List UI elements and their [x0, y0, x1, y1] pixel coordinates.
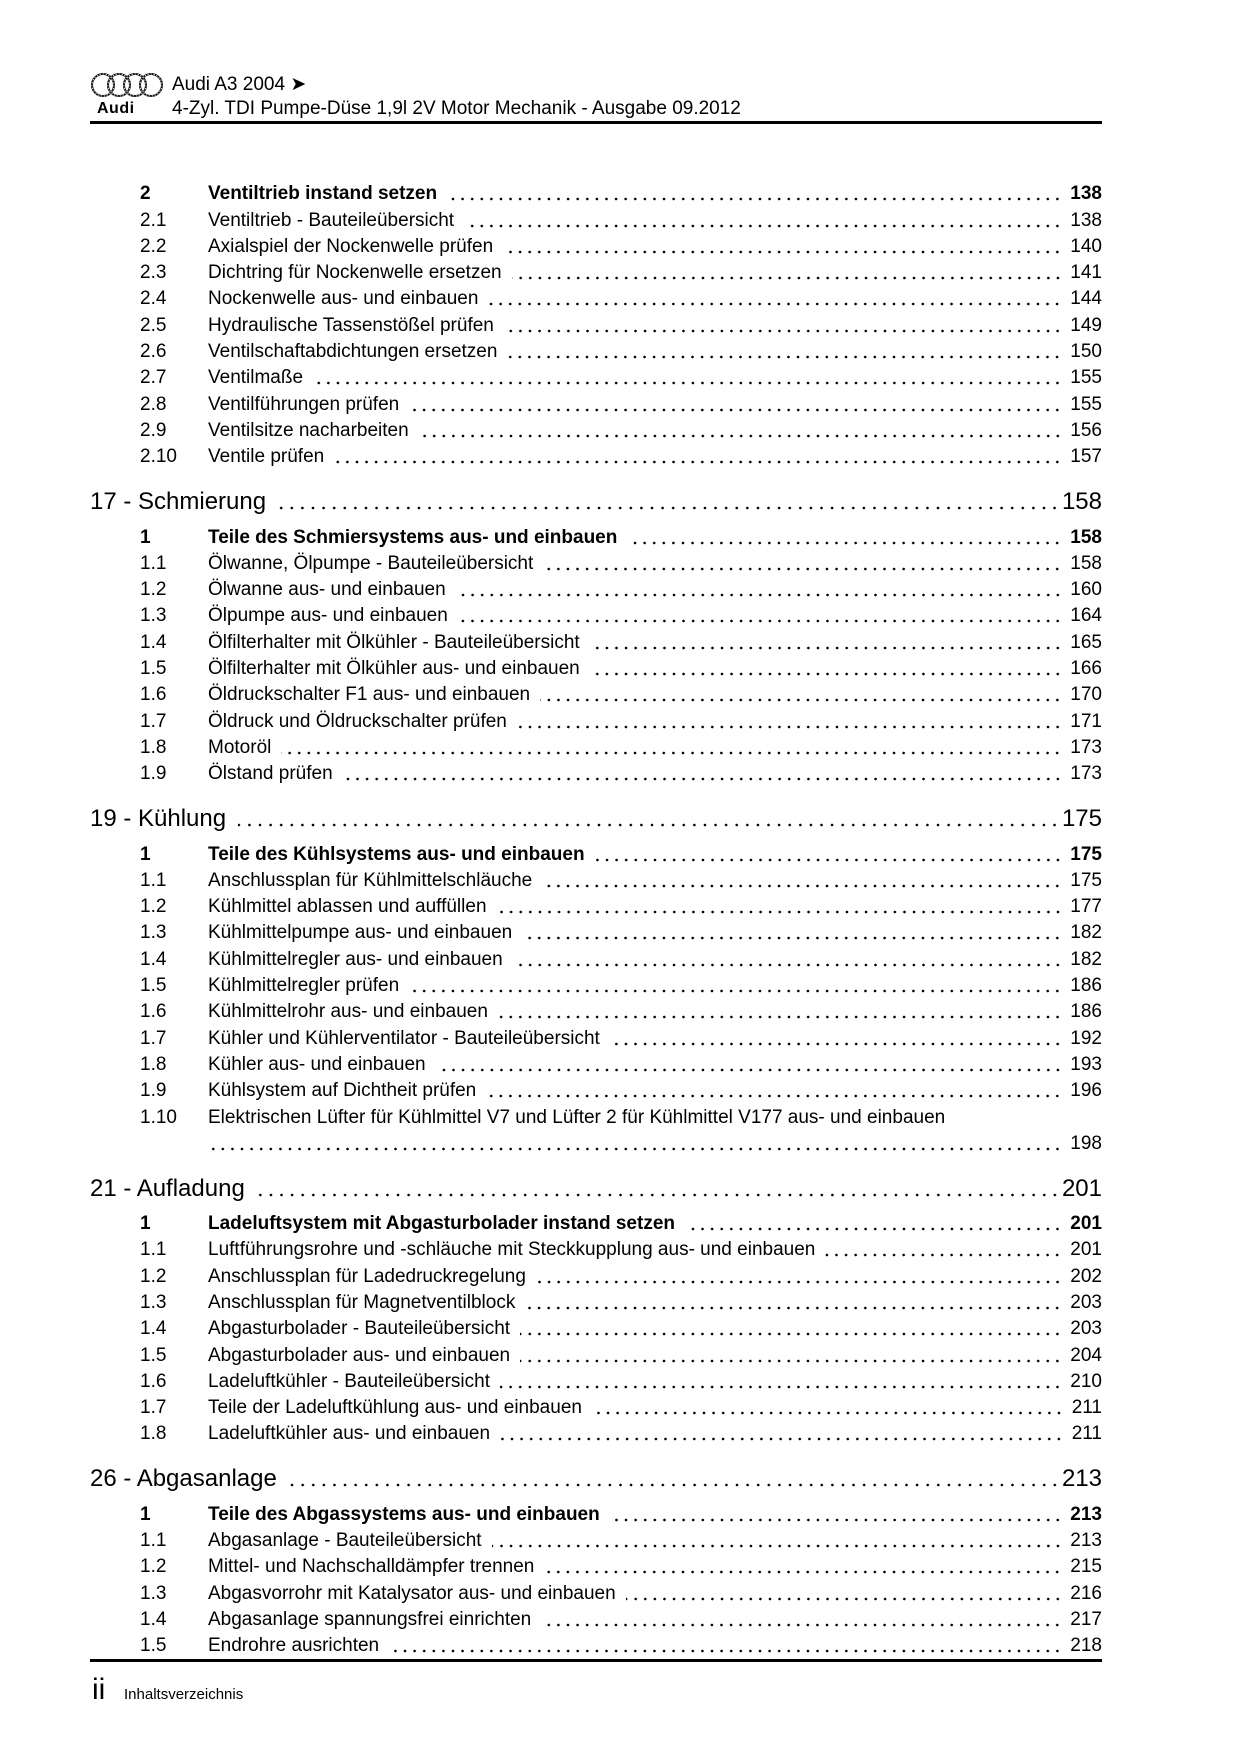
entry-page-number: 186 [1070, 1001, 1102, 1023]
entry-title: Anschlussplan für Kühlmittelschläuche [208, 869, 533, 891]
entry-page-number: 210 [1070, 1370, 1102, 1392]
entry-page-number: 155 [1070, 393, 1102, 415]
entry-page-number: 217 [1070, 1608, 1102, 1630]
entry-page-number: 157 [1070, 446, 1102, 468]
entry-title: Kühlmittelregler aus- und einbauen [208, 948, 503, 970]
toc-entry[interactable] [90, 1025, 1102, 1051]
entry-page-number: 201 [1070, 1213, 1102, 1235]
entry-page-number: 177 [1070, 896, 1102, 918]
dot-leader [464, 208, 1062, 234]
dot-leader [522, 920, 1062, 946]
toc-entry[interactable] [90, 920, 1102, 946]
entry-title: Ölpumpe aus- und einbauen [208, 605, 448, 627]
entry-number: 1.5 [140, 658, 167, 680]
toc-entry[interactable] [90, 999, 1102, 1025]
entry-page-number: 165 [1070, 631, 1102, 653]
toc-entry[interactable] [90, 1263, 1102, 1289]
entry-page-number: 213 [1070, 1530, 1102, 1552]
entry-number: 1.3 [140, 605, 167, 627]
entry-title: Axialspiel der Nockenwelle prüfen [208, 235, 494, 257]
dot-leader [257, 1174, 1060, 1204]
entry-title: Abgasanlage - Bauteileübersicht [208, 1530, 482, 1552]
entry-page-number: 182 [1070, 922, 1102, 944]
dot-leader [504, 313, 1062, 339]
entry-page-number: 149 [1070, 314, 1102, 336]
entry-title: Ventilschaftabdichtungen ersetzen [208, 341, 498, 363]
entry-title: Ölwanne, Ölpumpe - Bauteileübersicht [208, 552, 534, 574]
table-of-contents [90, 181, 1102, 1659]
footer-rule [90, 1659, 1102, 1662]
entry-page-number: 186 [1070, 975, 1102, 997]
dot-leader [278, 487, 1060, 517]
entry-number: 2.5 [140, 314, 167, 336]
entry-number: 1.6 [140, 1370, 167, 1392]
entry-number: 1 [140, 1213, 151, 1235]
audi-wordmark: Audi [97, 100, 135, 117]
entry-number: 2.6 [140, 341, 167, 363]
entry-title: Anschlussplan für Ladedruckregelung [208, 1265, 526, 1287]
toc-entry[interactable] [90, 1369, 1102, 1395]
document-subtitle: 4-Zyl. TDI Pumpe-Düse 1,9l 2V Motor Mechanik - Ausgabe 09.2012 [172, 98, 741, 119]
entry-page-number: 158 [1070, 552, 1102, 574]
dot-leader [497, 894, 1063, 920]
toc-entry[interactable] [90, 973, 1102, 999]
dot-leader [503, 234, 1062, 260]
toc-entry[interactable] [90, 444, 1102, 470]
entry-page-number: 156 [1070, 419, 1102, 441]
toc-entry[interactable] [90, 1607, 1102, 1633]
chapter-title: 17 - Schmierung [90, 488, 267, 516]
entry-title: Kühlmittelregler prüfen [208, 975, 400, 997]
entry-number: 1.8 [140, 1053, 167, 1075]
toc-entry[interactable] [90, 629, 1102, 655]
entry-page-number: 160 [1070, 579, 1102, 601]
entry-page-number: 211 [1071, 1397, 1102, 1419]
entry-page-number: 173 [1070, 736, 1102, 758]
entry-title: Dichtring für Nockenwelle ersetzen [208, 262, 502, 284]
entry-page-number: 171 [1070, 710, 1102, 732]
entry-page-number: 141 [1070, 262, 1102, 284]
dot-leader [313, 365, 1062, 391]
dot-leader [486, 1078, 1062, 1104]
toc-entry[interactable] [90, 656, 1102, 682]
entry-title: Teile des Abgassystems aus- und einbauen [208, 1503, 600, 1525]
toc-entry[interactable] [90, 234, 1102, 260]
entry-number: 1.6 [140, 684, 167, 706]
toc-entry[interactable] [90, 894, 1102, 920]
toc-entry[interactable] [90, 339, 1102, 365]
toc-entry[interactable] [90, 735, 1102, 761]
toc-chapter-heading[interactable] [90, 804, 1102, 834]
entry-number: 1.5 [140, 1344, 167, 1366]
entry-number: 1.2 [140, 896, 167, 918]
dot-leader [536, 1264, 1062, 1290]
entry-number: 1.6 [140, 1001, 167, 1023]
entry-number: 1.1 [140, 552, 167, 574]
entry-title: Öldruck und Öldruckschalter prüfen [208, 710, 507, 732]
entry-number: 2.3 [140, 262, 167, 284]
entry-page-number: 158 [1070, 526, 1102, 548]
entry-number: 1.9 [140, 763, 167, 785]
toc-entry[interactable] [90, 551, 1102, 577]
entry-number: 1.3 [140, 922, 167, 944]
entry-number: 1.5 [140, 975, 167, 997]
entry-number: 1.5 [140, 1635, 167, 1657]
entry-title: Ölstand prüfen [208, 763, 333, 785]
entry-page-number: 201 [1070, 1239, 1102, 1261]
toc-entry[interactable] [90, 524, 1102, 550]
entry-title: Elektrischen Lüfter für Kühlmittel V7 und Lüfter 2 für Kühlmittel V177 aus- und einbauen [208, 1106, 946, 1128]
toc-entry[interactable] [90, 207, 1102, 233]
entry-title: Hydraulische Tassenstößel prüfen [208, 314, 494, 336]
entry-title: Ventile prüfen [208, 446, 325, 468]
dot-leader [419, 418, 1063, 444]
entry-title: Abgasturbolader - Bauteileübersicht [208, 1318, 511, 1340]
dot-leader [685, 1211, 1062, 1237]
entry-title: Mittel- und Nachschalldämpfer trennen [208, 1556, 535, 1578]
entry-title: Ladeluftkühler aus- und einbauen [208, 1423, 491, 1445]
dot-leader [238, 804, 1060, 834]
dot-leader [610, 1502, 1063, 1528]
dot-leader [542, 868, 1062, 894]
toc-entry[interactable] [90, 1528, 1102, 1554]
toc-entry[interactable] [90, 1104, 1102, 1130]
dot-leader [520, 1316, 1062, 1342]
toc-chapter-heading[interactable] [90, 1174, 1102, 1204]
dot-leader [488, 286, 1062, 312]
entry-title: Kühlmittelrohr aus- und einbauen [208, 1001, 488, 1023]
entry-title: Teile der Ladeluftkühlung aus- und einbauen [208, 1397, 582, 1419]
entry-page-number: 204 [1070, 1344, 1102, 1366]
entry-page-number: 192 [1070, 1027, 1102, 1049]
dot-leader [281, 735, 1062, 761]
entry-title: Ventilsitze nacharbeiten [208, 419, 409, 441]
entry-title: Ladeluftsystem mit Abgasturbolader instand setzen [208, 1213, 675, 1235]
entry-title: Kühlmittelpumpe aus- und einbauen [208, 922, 513, 944]
entry-page-number: 213 [1070, 1503, 1102, 1525]
entry-number: 1.10 [140, 1106, 177, 1128]
toc-chapter-heading[interactable] [90, 1464, 1102, 1494]
dot-leader [592, 1395, 1064, 1421]
entry-title: Ventiltrieb - Bauteileübersicht [208, 209, 455, 231]
entry-title: Endrohre ausrichten [208, 1635, 380, 1657]
chapter-page-number: 175 [1061, 805, 1102, 833]
entry-page-number: 198 [1070, 1132, 1102, 1154]
entry-title: Kühlsystem auf Dichtheit prüfen [208, 1080, 477, 1102]
entry-number: 1.8 [140, 736, 167, 758]
entry-page-number: 203 [1070, 1291, 1102, 1313]
entry-number: 1.7 [140, 710, 167, 732]
entry-number: 1.4 [140, 1608, 167, 1630]
toc-entry[interactable] [90, 1078, 1102, 1104]
entry-number: 2.10 [140, 446, 177, 468]
dot-leader [610, 1026, 1062, 1052]
dot-leader [507, 339, 1062, 365]
entry-title: Anschlussplan für Magnetventilblock [208, 1291, 516, 1313]
dot-leader [544, 1554, 1062, 1580]
toc-entry[interactable] [90, 1395, 1102, 1421]
toc-entry[interactable] [90, 1342, 1102, 1368]
toc-entry[interactable] [90, 1501, 1102, 1527]
entry-page-number: 175 [1070, 869, 1102, 891]
toc-entry[interactable] [90, 1316, 1102, 1342]
entry-title: Abgasanlage spannungsfrei einrichten [208, 1608, 532, 1630]
toc-entry[interactable] [90, 1290, 1102, 1316]
chapter-page-number: 158 [1061, 488, 1102, 516]
entry-page-number: 196 [1070, 1080, 1102, 1102]
entry-title: Kühler aus- und einbauen [208, 1053, 426, 1075]
dot-leader [458, 603, 1063, 629]
toc-entry[interactable] [90, 391, 1102, 417]
entry-number: 1.7 [140, 1027, 167, 1049]
dot-leader [456, 577, 1063, 603]
toc-entry[interactable] [90, 365, 1102, 391]
dot-leader [540, 682, 1062, 708]
entry-title: Ölfilterhalter mit Ölkühler - Bauteileübersicht [208, 631, 580, 653]
entry-number: 1.2 [140, 1556, 167, 1578]
dot-leader [492, 1528, 1063, 1554]
toc-entry[interactable] [90, 1237, 1102, 1263]
toc-entry[interactable] [90, 286, 1102, 312]
entry-title: Kühler und Kühlerventilator - Bauteileübersicht [208, 1027, 600, 1049]
toc-entry[interactable] [90, 181, 1102, 207]
entry-page-number: 140 [1070, 235, 1102, 257]
entry-page-number: 218 [1070, 1635, 1102, 1657]
entry-page-number: 144 [1070, 288, 1102, 310]
toc-entry[interactable] [90, 260, 1102, 286]
dot-leader [334, 444, 1062, 470]
dot-leader [447, 181, 1062, 207]
entry-page-number: 193 [1070, 1053, 1102, 1075]
toc-entry[interactable] [90, 312, 1102, 338]
entry-title: Teile des Schmiersystems aus- und einbauen [208, 526, 618, 548]
footer-section-label: Inhaltsverzeichnis [124, 1686, 244, 1703]
audi-rings-logo [90, 72, 166, 98]
entry-title: Ventiltrieb instand setzen [208, 183, 438, 205]
entry-number: 2.4 [140, 288, 167, 310]
entry-number: 1 [140, 526, 151, 548]
chapter-title: 21 - Aufladung [90, 1174, 245, 1202]
entry-page-number: 182 [1070, 948, 1102, 970]
toc-entry[interactable] [90, 418, 1102, 444]
dot-leader [436, 1052, 1063, 1078]
toc-entry[interactable] [90, 577, 1102, 603]
chapter-title: 19 - Kühlung [90, 805, 227, 833]
dot-leader [543, 551, 1062, 577]
entry-title: Ladeluftkühler - Bauteileübersicht [208, 1370, 491, 1392]
toc-entry[interactable] [90, 1211, 1102, 1237]
entry-title: Abgasvorrohr mit Katalysator aus- und einbauen [208, 1582, 616, 1604]
entry-page-number: 215 [1070, 1556, 1102, 1578]
dot-leader [520, 1343, 1062, 1369]
dot-leader [513, 947, 1063, 973]
entry-page-number: 216 [1070, 1582, 1102, 1604]
entry-number: 2.1 [140, 209, 167, 231]
toc-entry[interactable] [90, 761, 1102, 787]
chapter-page-number: 213 [1061, 1465, 1102, 1493]
entry-title: Motoröl [208, 736, 272, 758]
entry-number: 1.2 [140, 1265, 167, 1287]
entry-title: Ölwanne aus- und einbauen [208, 579, 446, 601]
toc-chapter-heading[interactable] [90, 487, 1102, 517]
page-number: ii [92, 1673, 106, 1706]
dot-leader [208, 1131, 1062, 1157]
entry-number: 1.8 [140, 1423, 167, 1445]
entry-number: 1.2 [140, 579, 167, 601]
dot-leader [289, 1464, 1060, 1494]
entry-number: 1.7 [140, 1397, 167, 1419]
entry-title: Luftführungsrohre und -schläuche mit Steckkupplung aus- und einbauen [208, 1239, 816, 1261]
entry-number: 1 [140, 843, 151, 865]
entry-number: 1.9 [140, 1080, 167, 1102]
entry-number: 2.7 [140, 367, 167, 389]
dot-leader [512, 260, 1063, 286]
entry-page-number: 173 [1070, 763, 1102, 785]
entry-number: 1.4 [140, 1318, 167, 1340]
dot-leader [541, 1607, 1062, 1633]
dot-leader [517, 709, 1062, 735]
entry-page-number: 170 [1070, 684, 1102, 706]
toc-entry[interactable] [90, 682, 1102, 708]
dot-leader [389, 1633, 1062, 1659]
entry-number: 1.3 [140, 1582, 167, 1604]
entry-number: 2.8 [140, 393, 167, 415]
entry-title: Ölfilterhalter mit Ölkühler aus- und einbauen [208, 658, 580, 680]
entry-page-number: 166 [1070, 658, 1102, 680]
entry-number: 2.9 [140, 419, 167, 441]
entry-number: 1.3 [140, 1291, 167, 1313]
toc-entry[interactable] [90, 708, 1102, 734]
entry-number: 2.2 [140, 235, 167, 257]
dot-leader [590, 656, 1063, 682]
entry-title: Abgasturbolader aus- und einbauen [208, 1344, 511, 1366]
entry-page-number: 164 [1070, 605, 1102, 627]
entry-page-number: 150 [1070, 341, 1102, 363]
entry-page-number: 202 [1070, 1265, 1102, 1287]
toc-entry[interactable] [90, 841, 1102, 867]
entry-number: 1 [140, 1503, 151, 1525]
entry-title: Nockenwelle aus- und einbauen [208, 288, 479, 310]
dot-leader [825, 1237, 1062, 1263]
dot-leader [595, 842, 1063, 868]
toc-entry-continuation[interactable] [90, 1131, 1102, 1157]
toc-entry[interactable] [90, 946, 1102, 972]
toc-entry[interactable] [90, 1554, 1102, 1580]
entry-page-number: 175 [1070, 843, 1102, 865]
entry-page-number: 155 [1070, 367, 1102, 389]
toc-entry[interactable] [90, 1633, 1102, 1659]
entry-number: 1.1 [140, 869, 167, 891]
entry-title: Öldruckschalter F1 aus- und einbauen [208, 684, 531, 706]
entry-title: Ventilführungen prüfen [208, 393, 400, 415]
entry-number: 2 [140, 183, 151, 205]
entry-number: 1.1 [140, 1239, 167, 1261]
toc-entry[interactable] [90, 1421, 1102, 1447]
dot-leader [343, 761, 1063, 787]
toc-entry[interactable] [90, 868, 1102, 894]
dot-leader [409, 973, 1062, 999]
chapter-page-number: 201 [1061, 1174, 1102, 1202]
entry-page-number: 138 [1070, 209, 1102, 231]
toc-entry[interactable] [90, 1052, 1102, 1078]
dot-leader [590, 630, 1063, 656]
toc-entry[interactable] [90, 603, 1102, 629]
entry-number: 1.4 [140, 948, 167, 970]
document-model-title: Audi A3 2004 ➤ [172, 74, 307, 95]
dot-leader [525, 1290, 1062, 1316]
entry-number: 1.4 [140, 631, 167, 653]
dot-leader [500, 1421, 1064, 1447]
entry-page-number: 138 [1070, 183, 1102, 205]
entry-number: 1.1 [140, 1530, 167, 1552]
entry-title: Ventilmaße [208, 367, 304, 389]
toc-entry[interactable] [90, 1580, 1102, 1606]
chapter-title: 26 - Abgasanlage [90, 1465, 277, 1493]
entry-page-number: 203 [1070, 1318, 1102, 1340]
dot-leader [627, 525, 1062, 551]
dot-leader [409, 392, 1062, 418]
dot-leader [500, 1369, 1062, 1395]
entry-page-number: 211 [1071, 1423, 1102, 1445]
dot-leader [626, 1581, 1063, 1607]
header-rule [90, 121, 1102, 124]
dot-leader [498, 999, 1062, 1025]
entry-title: Kühlmittel ablassen und auffüllen [208, 896, 487, 918]
entry-title: Teile des Kühlsystems aus- und einbauen [208, 843, 585, 865]
